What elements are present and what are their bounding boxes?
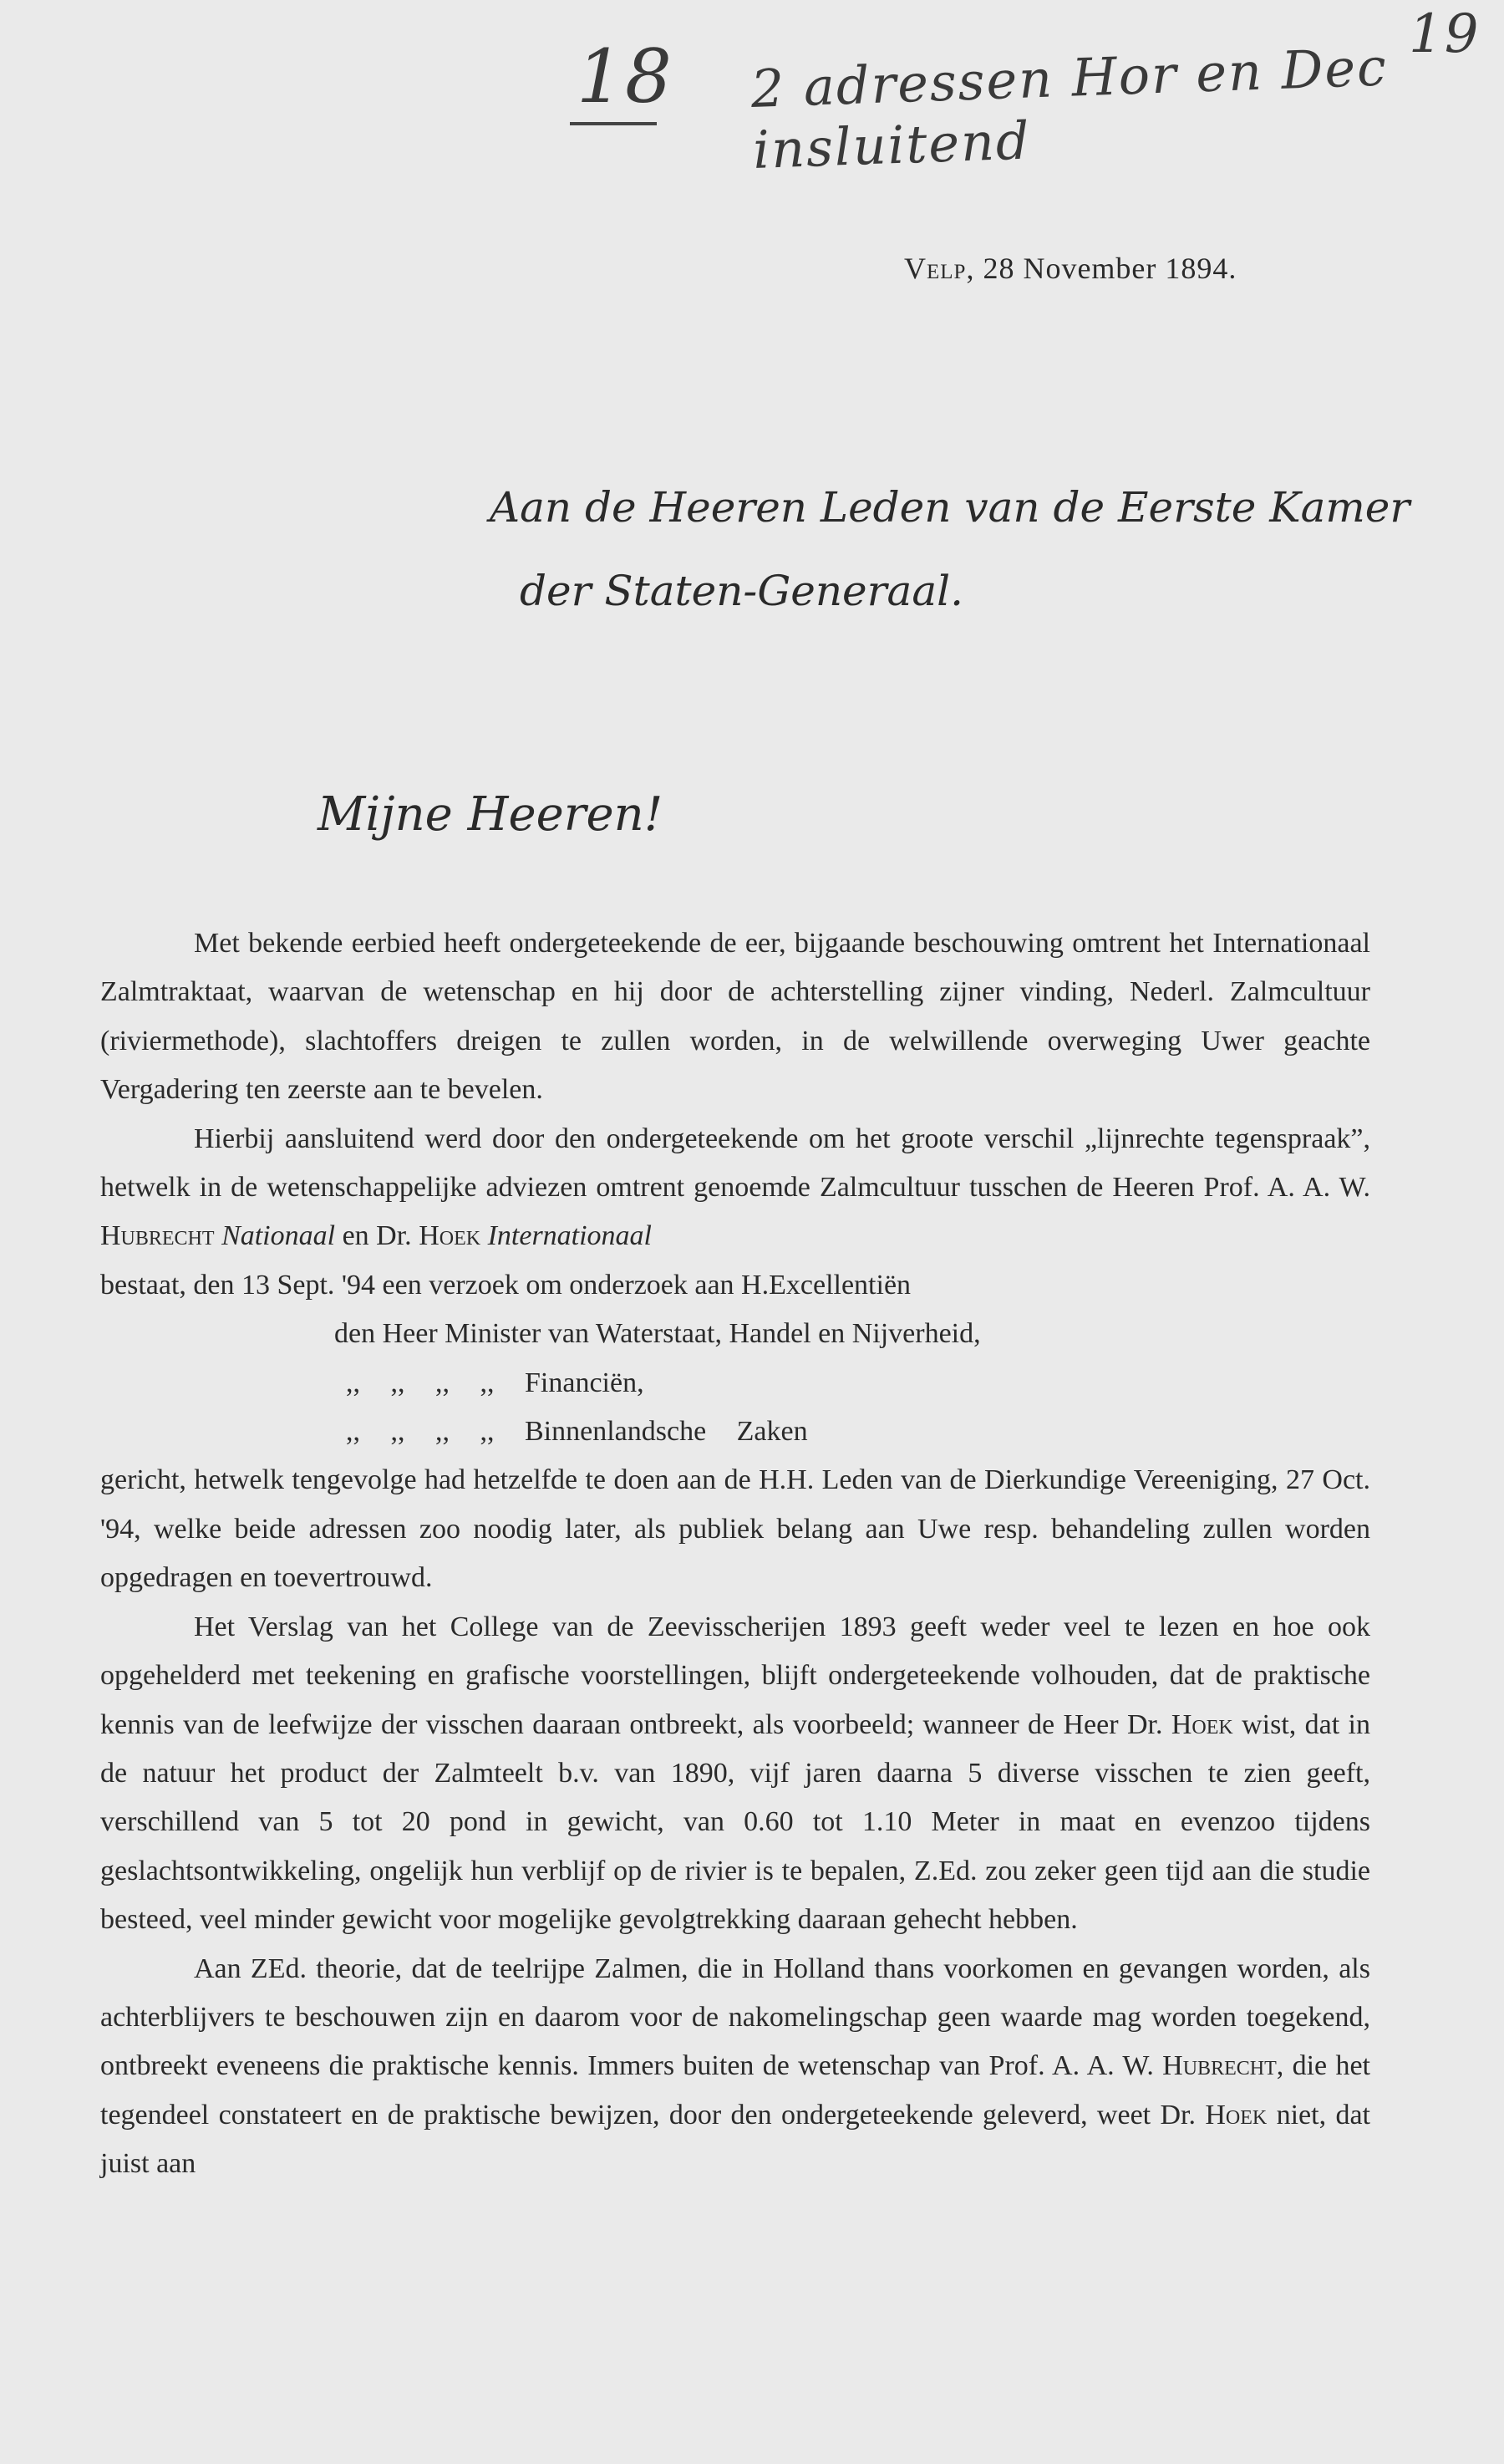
addressee-line-3 bbox=[100, 1408, 1370, 1456]
paragraph-2-text-a: Hierbij aansluitend werd door den ondergeteekende om het groote verschil „lijnrechte tegenspraak”, hetwelk in de wetenschappelijke adviezen omtrent genoemde Zalmcultuur tusschen de Heeren Prof. A. A. W. bbox=[100, 1123, 1370, 1204]
handwritten-note: 2 adressen Hor en Dec insluitend bbox=[749, 36, 1389, 181]
page-number-underline bbox=[570, 122, 657, 125]
name-hubrecht: Hubrecht bbox=[1162, 2050, 1277, 2082]
ditto-marks: ,, ,, ,, ,, bbox=[346, 1416, 495, 1448]
handwritten-corner-number: 19 bbox=[1409, 3, 1481, 65]
addressee-line-2 bbox=[100, 1359, 1370, 1408]
name-hoek: Hoek bbox=[1205, 2099, 1268, 2131]
dateline-place: Velp bbox=[904, 252, 967, 285]
paragraph-3-text-a: Het Verslag van het College van de Zeevisscherijen 1893 geeft weder veel te lezen en hoe ook opgehelderd met teekening en grafische voorstellingen, blijft ondergeteekende volhouden, dat de praktische kennis van de leefwijze der visschen daaraan ontbreekt, als voorbeeld; wanneer de Heer Dr. bbox=[100, 1611, 1370, 1740]
paragraph-4 bbox=[100, 1945, 1370, 2189]
ditto-marks: ,, ,, ,, ,, bbox=[346, 1367, 495, 1398]
paragraph-3-text-b: wist, dat in de natuur het product der Zalmteelt b.v. van 1890, vijf jaren daarna 5 diverse visschen te zien geeft, verschillend van 5 tot 20 pond in gewicht, van 0.60 tot 1.10 Meter in maat en evenzoo tijdens geslachtsontwikkeling, ongelijk hun verblijf op de rivier is te bepalen, Z.Ed. zou zeker geen tijd aan die studie besteed, veel minder gewicht voor mogelijke gevolgtrekking daaraan gehecht hebben. bbox=[100, 1708, 1371, 1936]
paragraph-2-request: bestaat, den 13 Sept. '94 een verzoek om onderzoek aan H.Excellentiën bbox=[100, 1269, 912, 1301]
salutation: Mijne Heeren! bbox=[318, 787, 663, 842]
dateline-date: 28 November 1894. bbox=[983, 252, 1237, 285]
paragraph-1: Met bekende eerbied heeft ondergeteekende de eer, bijgaande beschouwing omtrent het Internationaal Zalmtraktaat, waarvan de wetenschap en hij door de achterstelling zijner vinding, Nederl. Zalmcultuur (riviermethode), slachtoffers dreigen te zullen worden, in de welwillende overweging Uwer geachte Vergadering ten zeerste aan te bevelen. bbox=[100, 928, 1370, 1106]
paragraph-4-text-a: Aan ZEd. theorie, dat de teelrijpe Zalmen, die in Holland thans voorkomen en gevangen worden, als achterblijvers te beschouwen zijn en daarom voor de nakomelingschap geen waarde mag worden toegekend, ontbreekt eveneens die praktische kennis. Immers buiten de wetenschap van Prof. A. A. W. bbox=[100, 1952, 1370, 2082]
term-internationaal: Internationaal bbox=[487, 1220, 653, 1252]
paragraph-2-intro bbox=[100, 1115, 1370, 1261]
paragraph-2-close: gericht, hetwelk tengevolge had hetzelfde te doen aan de H.H. Leden van de Dierkundige Vereeniging, 27 Oct. '94, welke beide adressen zoo noodig later, als publiek belang aan Uwe resp. behandeling zullen worden opgedragen en toevertrouwd. bbox=[100, 1464, 1370, 1594]
name-hubrecht: Hubrecht bbox=[100, 1220, 215, 1252]
addressee-line-1: den Heer Minister van Waterstaat, Handel en Nijverheid, bbox=[334, 1318, 981, 1350]
paragraph-4-text-c: niet, dat juist aan bbox=[100, 2099, 1371, 2180]
name-hoek: Hoek bbox=[419, 1220, 481, 1252]
paragraph-2-en-dr: en Dr. bbox=[335, 1220, 419, 1252]
letter-body bbox=[100, 919, 1370, 2189]
address-line-2: der Staten-Generaal. bbox=[520, 567, 964, 615]
dateline: Velp, 28 November 1894. bbox=[904, 252, 1237, 285]
handwritten-page-number: 18 bbox=[577, 33, 673, 120]
paragraph-3 bbox=[100, 1603, 1370, 1945]
addressee-binnenlandsche: Binnenlandsche Zaken bbox=[525, 1416, 808, 1448]
paragraph-4-text-b: , die het tegendeel constateert en de praktische bewijzen, door den ondergeteekende geleverd, weet Dr. bbox=[100, 2050, 1370, 2131]
name-hoek: Hoek bbox=[1171, 1708, 1233, 1740]
address-line-1: Aan de Heeren Leden van de Eerste Kamer bbox=[490, 483, 1410, 532]
term-nationaal: Nationaal bbox=[221, 1220, 336, 1252]
addressee-financien: Financiën, bbox=[525, 1367, 644, 1398]
